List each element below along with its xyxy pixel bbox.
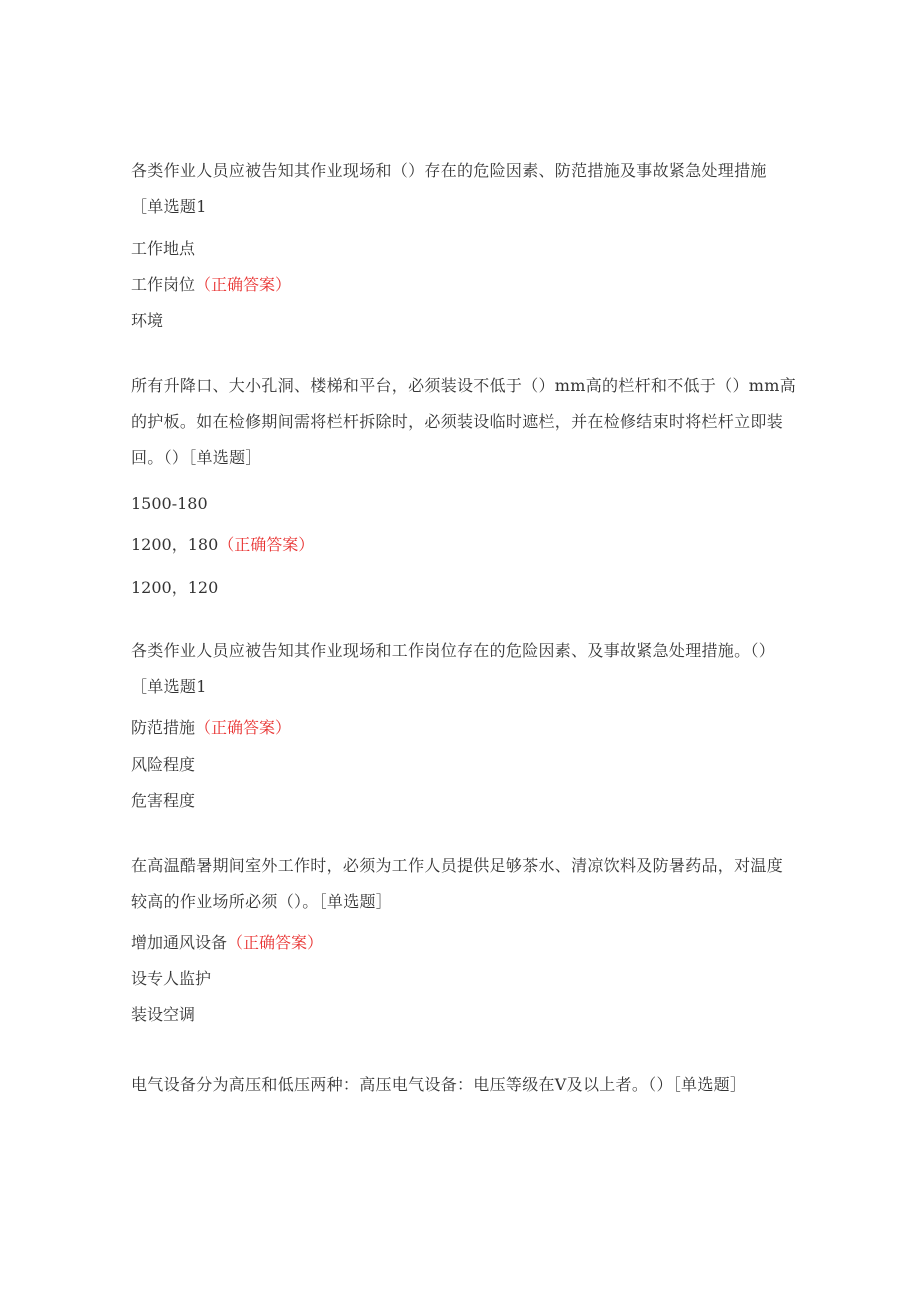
question-2-option-2 [131, 534, 314, 556]
question-1-option-1 [131, 238, 195, 260]
correct-answer-mark: （正确答案） [218, 535, 315, 554]
question-4-option-1 [131, 932, 323, 954]
option-label: 设专人监护 [131, 969, 212, 988]
option-label: 防范措施 [131, 718, 196, 737]
option-label: 环境 [131, 311, 164, 330]
option-label: 风险程度 [131, 755, 196, 774]
question-5-text: 电气设备分为高压和低压两种：高压电气设备：电压等级在V及以上者。（）［单选题］ [131, 1075, 747, 1094]
question-3-option-1 [131, 717, 291, 739]
option-label: 装设空调 [131, 1005, 196, 1024]
question-4-option-3 [131, 1004, 195, 1026]
correct-answer-mark: （正确答案） [195, 718, 292, 737]
option-label: 1500-180 [131, 494, 208, 513]
question-3-text: 各类作业人员应被告知其作业现场和工作岗位存在的危险因素、及事故紧急处理措施。（）［单选题1 [131, 641, 776, 696]
option-label: 工作地点 [131, 239, 196, 258]
question-2-text: 所有升降口、大小孔洞、楼梯和平台，必须装设不低于（）mm高的栏杆和不低于（）mm高的护板。如在检修期间需将栏杆拆除时，必须装设临时遮栏，并在检修结束时将栏杆立即装回。（）［单选题］ [131, 376, 796, 467]
question-4-text: 在高温酷暑期间室外工作时，必须为工作人员提供足够茶水、清凉饮料及防暑药品，对温度较高的作业场所必须（）。［单选题］ [131, 856, 784, 911]
correct-answer-mark: （正确答案） [227, 933, 324, 952]
correct-answer-mark: （正确答案） [195, 275, 292, 294]
question-2-option-1 [131, 493, 208, 515]
option-label: 1200，180 [131, 535, 219, 554]
option-label: 增加通风设备 [131, 933, 228, 952]
question-1-text: 各类作业人员应被告知其作业现场和（）存在的危险因素、防范措施及事故紧急处理措施［单选题1 [131, 161, 767, 216]
option-label: 工作岗位 [131, 275, 196, 294]
option-label: 危害程度 [131, 791, 196, 810]
question-1-option-3 [131, 310, 163, 332]
question-1-option-2 [131, 274, 291, 296]
question-4-option-2 [131, 968, 211, 990]
question-3-option-2 [131, 754, 195, 776]
question-2-option-3 [131, 577, 218, 599]
option-label: 1200，120 [131, 578, 219, 597]
question-3-option-3 [131, 790, 195, 812]
